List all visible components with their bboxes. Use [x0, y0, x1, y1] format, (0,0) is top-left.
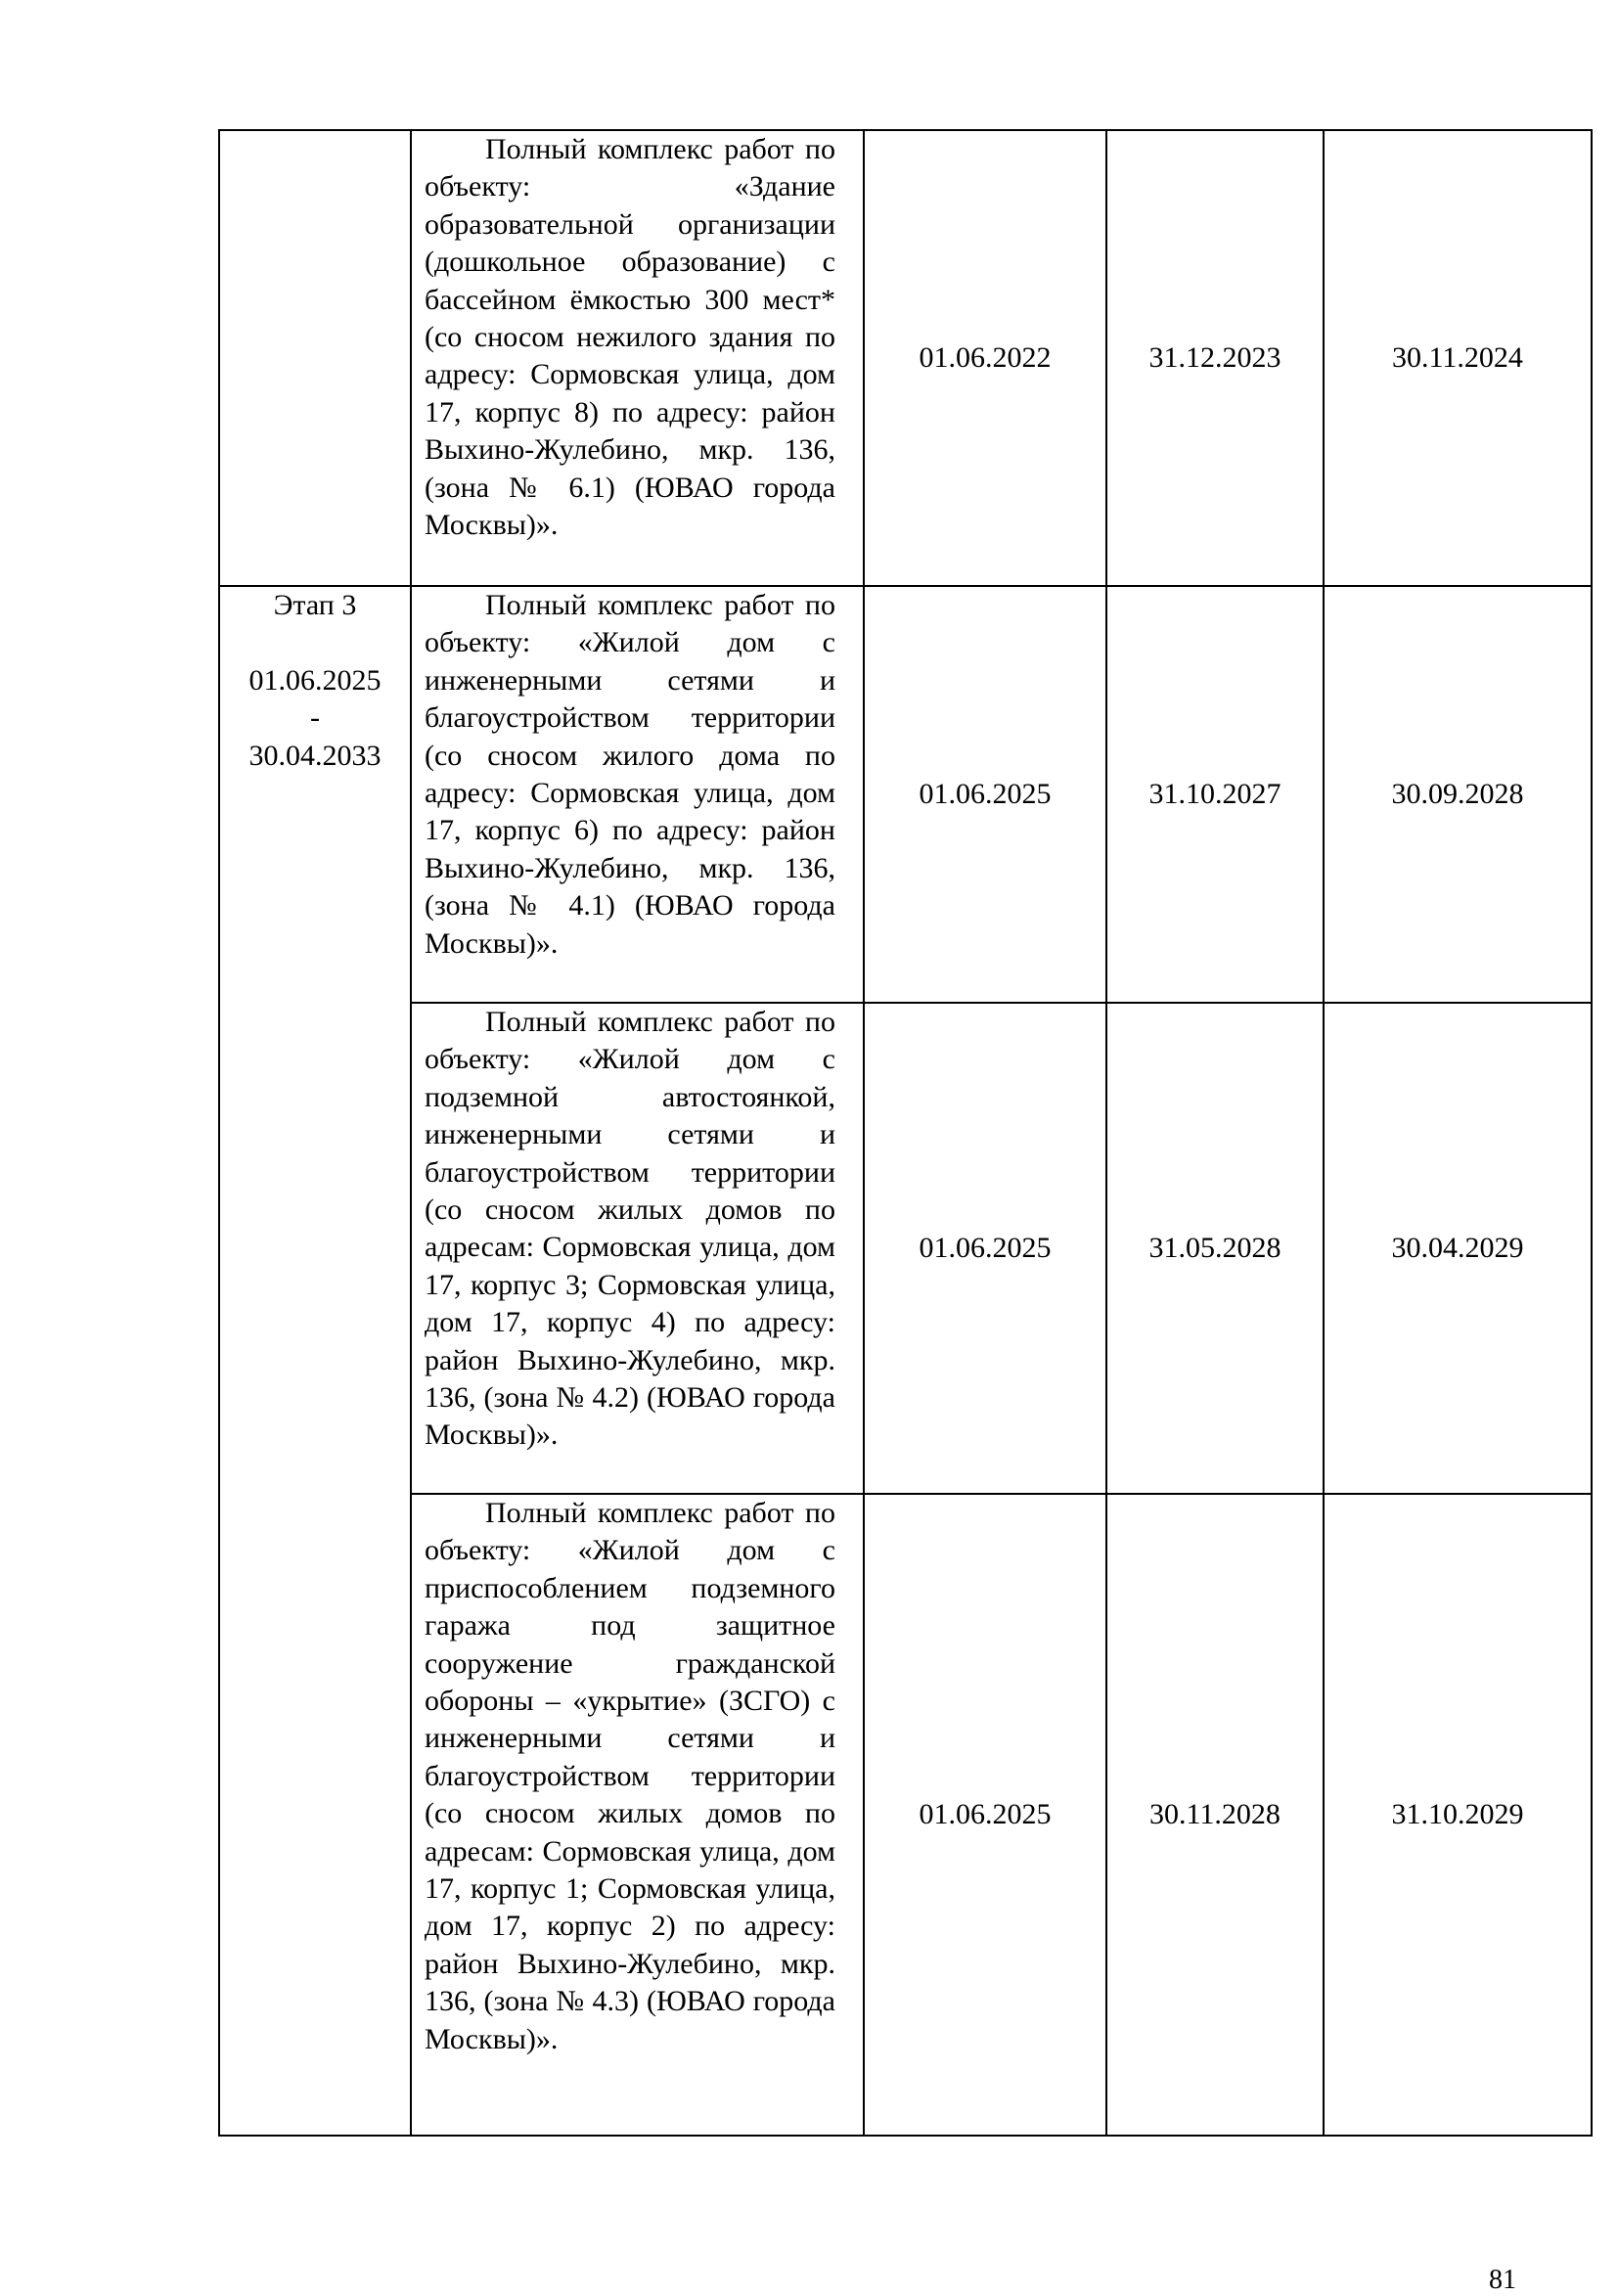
work-description-cell [411, 586, 864, 1003]
start-date: 01.06.2025 [919, 1797, 1052, 1830]
stage-date-separator: - [310, 701, 320, 735]
completion-date: 30.04.2029 [1391, 1231, 1524, 1264]
construction-end-date-cell [1106, 1494, 1324, 2136]
completion-date-cell [1324, 586, 1592, 1003]
stage-spacer [220, 624, 410, 661]
stage-cell [219, 586, 411, 2136]
completion-date: 30.09.2028 [1391, 777, 1524, 810]
work-description-cell [411, 1003, 864, 1494]
start-date-cell [864, 1003, 1106, 1494]
completion-date-cell [1324, 1003, 1592, 1494]
construction-end-date: 30.11.2028 [1149, 1797, 1281, 1830]
table-row [219, 586, 1592, 1003]
schedule-table [218, 129, 1593, 2137]
start-date-cell [864, 586, 1106, 1003]
construction-end-date: 31.12.2023 [1148, 340, 1281, 374]
work-description-cell [411, 130, 864, 586]
start-date-cell [864, 1494, 1106, 2136]
stage-cell-empty [219, 130, 411, 586]
construction-end-date: 31.05.2028 [1148, 1231, 1281, 1264]
completion-date-cell [1324, 130, 1592, 586]
start-date: 01.06.2025 [919, 777, 1052, 810]
completion-date: 31.10.2029 [1391, 1797, 1524, 1830]
page-number: 81 [1489, 2265, 1516, 2295]
completion-date: 30.11.2024 [1392, 340, 1523, 374]
start-date: 01.06.2025 [919, 1231, 1052, 1264]
work-description: Полный комплекс работ по объекту: «Жилой дом с подземной автостоянкой, инженерными сетями и благоустройством территории (со сносом жилых домов по адресам: Сормовская улица, дом 17, корпус 3; Сормовская улица, дом 17, корпус 4) по адресу: район Выхино-Жулебино, мкр. 136, (зона № 4.2) (ЮВАО города Москвы)». [425, 1006, 835, 1452]
stage-start-date: 01.06.2025 [248, 663, 382, 697]
stage-end-date: 30.04.2033 [248, 739, 382, 772]
completion-date-cell [1324, 1494, 1592, 2136]
work-description: Полный комплекс работ по объекту: «Жилой дом с инженерными сетями и благоустройством территории (со сносом жилого дома по адресу: Сормовская улица, дом 17, корпус 6) по адресу: район Выхино-Жулебино, мкр. 136, (зона № 4.1) (ЮВАО города Москвы)». [425, 589, 835, 960]
construction-end-date-cell [1106, 1003, 1324, 1494]
start-date: 01.06.2022 [919, 340, 1052, 374]
start-date-cell [864, 130, 1106, 586]
table-row [219, 1003, 1592, 1494]
table-row [219, 1494, 1592, 2136]
stage-name: Этап 3 [273, 589, 357, 621]
construction-end-date-cell [1106, 130, 1324, 586]
work-description: Полный комплекс работ по объекту: «Здание образовательной организации (дошкольное образование) с бассейном ёмкостью 300 мест* (со сносом нежилого здания по адресу: Сормовская улица, дом 17, корпус 8) по адресу: район Выхино-Жулебино, мкр. 136, (зона № 6.1) (ЮВАО города Москвы)». [425, 133, 835, 542]
work-description-cell [411, 1494, 864, 2136]
work-description: Полный комплекс работ по объекту: «Жилой дом с приспособлением подземного гаража под защитное сооружение гражданской обороны – «укрытие» (ЗСГО) с инженерными сетями и благоустройством территории (со сносом жилых домов по адресам: Сормовская улица, дом 17, корпус 1; Сормовская улица, дом 17, корпус 2) по адресу: район Выхино-Жулебино, мкр. 136, (зона № 4.3) (ЮВАО города Москвы)». [425, 1497, 835, 2055]
construction-end-date-cell [1106, 586, 1324, 1003]
construction-end-date: 31.10.2027 [1148, 777, 1281, 810]
table-row [219, 130, 1592, 586]
